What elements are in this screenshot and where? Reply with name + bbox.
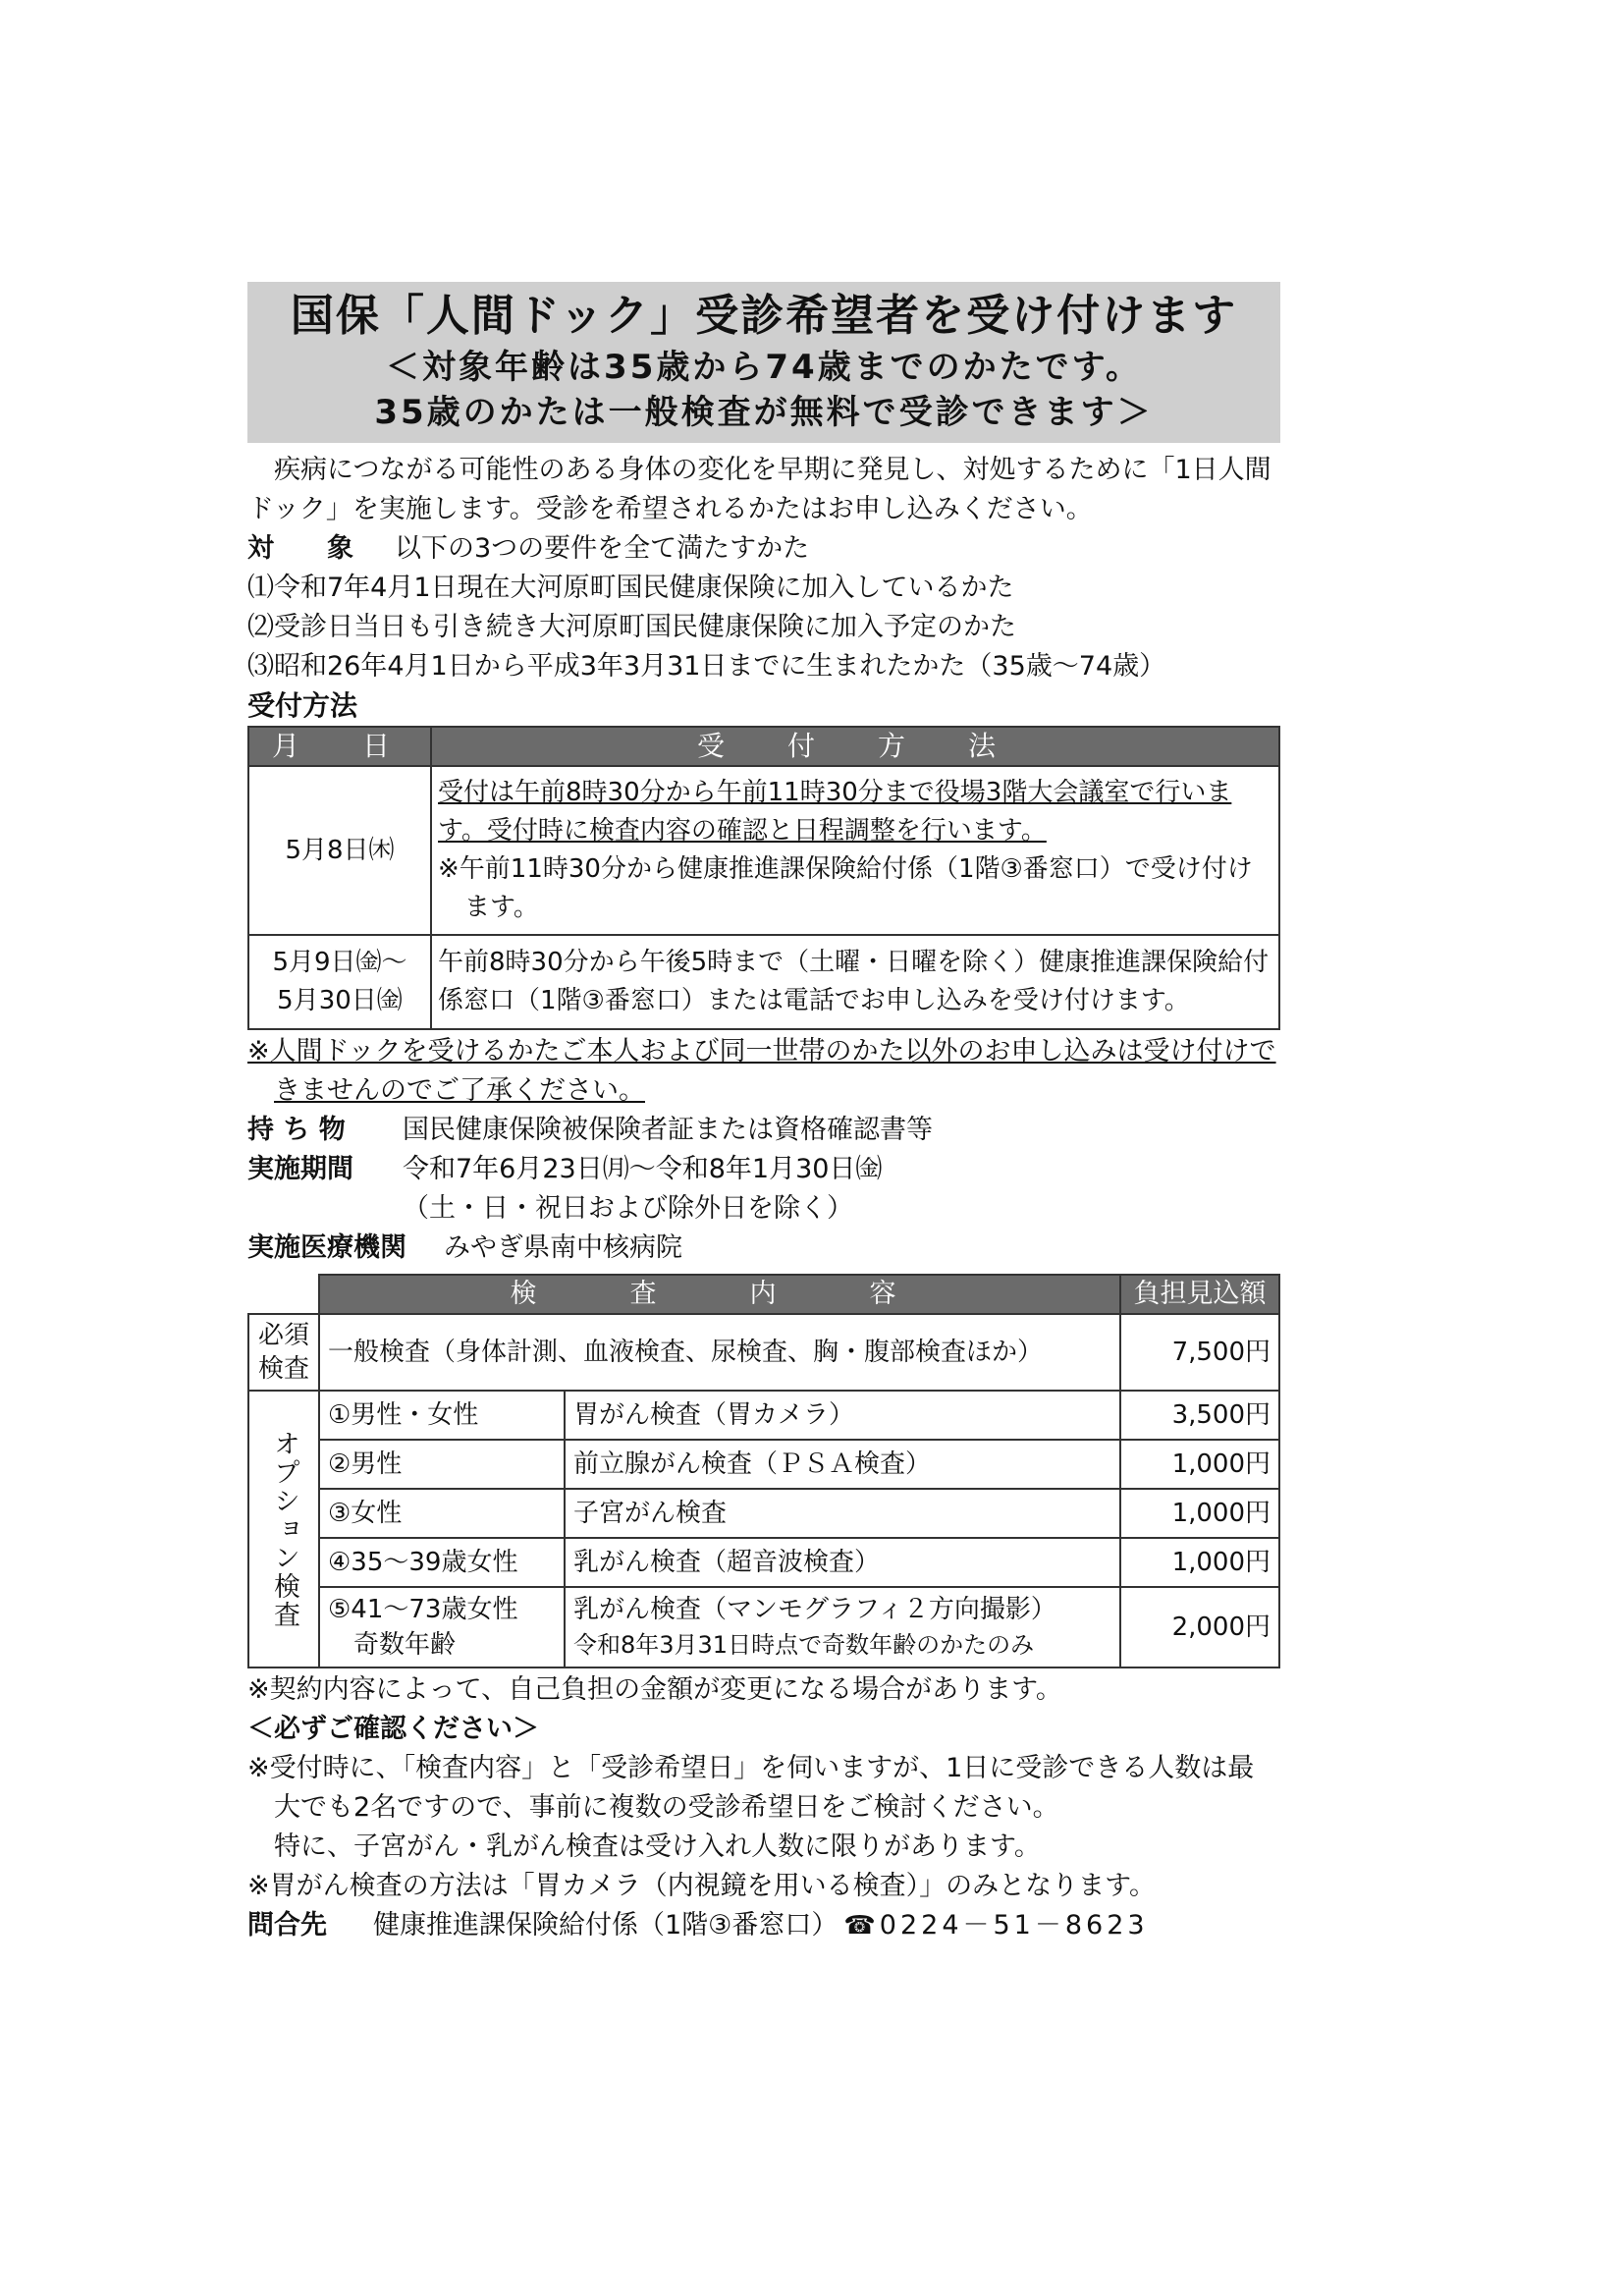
reception-date-2-end: 5月30日㈮ [277, 986, 403, 1015]
option-target-5-line-2: 奇数年齢 [353, 1630, 457, 1660]
option-exam-2: 前立腺がん検査（ＰＳＡ検査） [565, 1440, 1120, 1489]
exam-header-cost: 負担見込額 [1120, 1275, 1279, 1314]
period-row [247, 1150, 1280, 1189]
table-row [248, 766, 1279, 935]
eligibility-item-1: ⑴令和7年4月1日現在大河原町国民健康保険に加入しているかた [247, 573, 1014, 603]
intro-text: 疾病につながる可能性のある身体の変化を早期に発見し、対処するために「1日人間ドック」を実施します。受診を希望されるかたはお申し込みください。 [247, 455, 1271, 524]
option-price-3: 1,000円 [1120, 1489, 1279, 1538]
exam-table-header [248, 1275, 1279, 1314]
title-box [247, 282, 1280, 443]
reception-date-2-start: 5月9日㈮～ [272, 948, 407, 977]
telephone-icon: ☎ [843, 1911, 876, 1941]
reception-method-1 [431, 766, 1279, 935]
belongings-label: 持 ち 物 [247, 1115, 346, 1145]
table-row [248, 1587, 1279, 1667]
contact-row [247, 1906, 1280, 1945]
option-exam-5-line-1: 乳がん検査（マンモグラフィ２方向撮影） [573, 1595, 1056, 1624]
required-content: 一般検査（身体計測、血液検査、尿検査、胸・腹部検査ほか） [319, 1314, 1120, 1391]
option-price-2: 1,000円 [1120, 1440, 1279, 1489]
exam-header-content: 検 査 内 容 [319, 1275, 1120, 1314]
option-target-4: ④35～39歳女性 [319, 1538, 565, 1587]
belongings-row [247, 1111, 1280, 1150]
reception-method-1-note: ※午前11時30分から健康推進課保険給付係（1階③番窓口）で受け付けます。 [438, 854, 1253, 922]
period-value: 令和7年6月23日㈪～令和8年1月30日㈮ [403, 1154, 883, 1184]
reception-date-2 [248, 935, 431, 1029]
contact-value: 健康推進課保険給付係（1階③番窓口） [373, 1910, 839, 1941]
option-price-4: 1,000円 [1120, 1538, 1279, 1587]
option-exam-5 [565, 1587, 1120, 1667]
exam-header-blank [248, 1275, 319, 1314]
page-title: 国保「人間ドック」受診希望者を受け付けます [290, 291, 1238, 341]
table-row [248, 1440, 1279, 1489]
article [247, 282, 1280, 1945]
table-row [248, 1314, 1279, 1391]
eligibility-item-2: ⑵受診日当日も引き続き大河原町国民健康保険に加入予定のかた [247, 612, 1016, 642]
stomach-note: ※胃がん検査の方法は「胃カメラ（内視鏡を用いる検査）」のみとなります。 [247, 1871, 1156, 1901]
confirm-note-1: ※受付時に、「検査内容」と「受診希望日」を伺いますが、1日に受診できる人数は最大でも2名ですので、事前に複数の受診希望日をご検討ください。 [247, 1753, 1255, 1823]
eligibility-value: 以下の3つの要件を全て満たすかた [395, 533, 810, 564]
option-category [248, 1391, 319, 1667]
confirm-note-2: 特に、子宮がん・乳がん検査は受け入れ人数に限りがあります。 [274, 1831, 1041, 1862]
title-sub-line-1: ＜対象年齢は35歳から74歳までのかたです。 [386, 348, 1142, 387]
reception-header-method: 受 付 方 法 [431, 727, 1279, 766]
option-target-2: ②男性 [319, 1440, 565, 1489]
table-row [248, 935, 1279, 1029]
option-category-label: オプション検査 [269, 1429, 299, 1629]
option-price-1: 3,500円 [1120, 1391, 1279, 1440]
exam-table [247, 1274, 1280, 1668]
institution-label: 実施医療機関 [247, 1232, 406, 1263]
reception-header-date: 月 日 [248, 727, 431, 766]
option-exam-4: 乳がん検査（超音波検査） [565, 1538, 1120, 1587]
period-note: （土・日・祝日および除外日を除く） [403, 1193, 853, 1224]
contract-note: ※契約内容によって、自己負担の金額が変更になる場合があります。 [247, 1674, 1062, 1705]
required-price: 7,500円 [1120, 1314, 1279, 1391]
reception-table-header [248, 727, 1279, 766]
title-sub-line-2: 35歳のかたは一般検査が無料で受診できます＞ [374, 393, 1154, 432]
reception-method-2: 午前8時30分から午後5時まで（土曜・日曜を除く）健康推進課保険給付係窓口（1階③番窓口）または電話でお申し込みを受け付けます。 [431, 935, 1279, 1029]
option-target-5-line-1: ⑤41～73歳女性 [328, 1595, 518, 1624]
institution-row [247, 1229, 1280, 1268]
table-row [248, 1391, 1279, 1440]
confirm-heading: ＜必ずご確認ください＞ [247, 1714, 539, 1744]
institution-value: みやぎ県南中核病院 [444, 1232, 682, 1263]
option-target-1: ①男性・女性 [319, 1391, 565, 1440]
reception-note-text: ※人間ドックを受けるかたご本人および同一世帯のかた以外のお申し込みは受け付けできませんのでご了承ください。 [247, 1036, 1276, 1106]
option-exam-5-line-2: 令和8年3月31日時点で奇数年齢のかたのみ [573, 1631, 1035, 1659]
option-exam-3: 子宮がん検査 [565, 1489, 1120, 1538]
reception-date-1: 5月8日㈭ [248, 766, 431, 935]
reception-method-1-main: 受付は午前8時30分から午前11時30分まで役場3階大会議室で行います。受付時に検査内容の確認と日程調整を行います。 [438, 778, 1232, 846]
option-target-3: ③女性 [319, 1489, 565, 1538]
required-category-label: 必須検査 [257, 1321, 309, 1384]
option-target-5 [319, 1587, 565, 1667]
belongings-value: 国民健康保険被保険者証または資格確認書等 [403, 1115, 933, 1145]
eligibility-item-3: ⑶昭和26年4月1日から平成3年3月31日までに生まれたかた（35歳～74歳） [247, 651, 1166, 682]
required-category [248, 1314, 319, 1391]
option-exam-1: 胃がん検査（胃カメラ） [565, 1391, 1120, 1440]
eligibility-row [247, 529, 1280, 569]
table-row [248, 1538, 1279, 1587]
reception-note [247, 1032, 1280, 1111]
contact-phone: 0224－51－8623 [879, 1910, 1149, 1941]
option-price-5: 2,000円 [1120, 1587, 1279, 1667]
contact-label: 問合先 [247, 1910, 327, 1941]
table-row [248, 1489, 1279, 1538]
eligibility-label: 対 象 [247, 533, 353, 564]
reception-heading: 受付方法 [247, 689, 358, 722]
period-label: 実施期間 [247, 1154, 353, 1184]
reception-table [247, 726, 1280, 1030]
